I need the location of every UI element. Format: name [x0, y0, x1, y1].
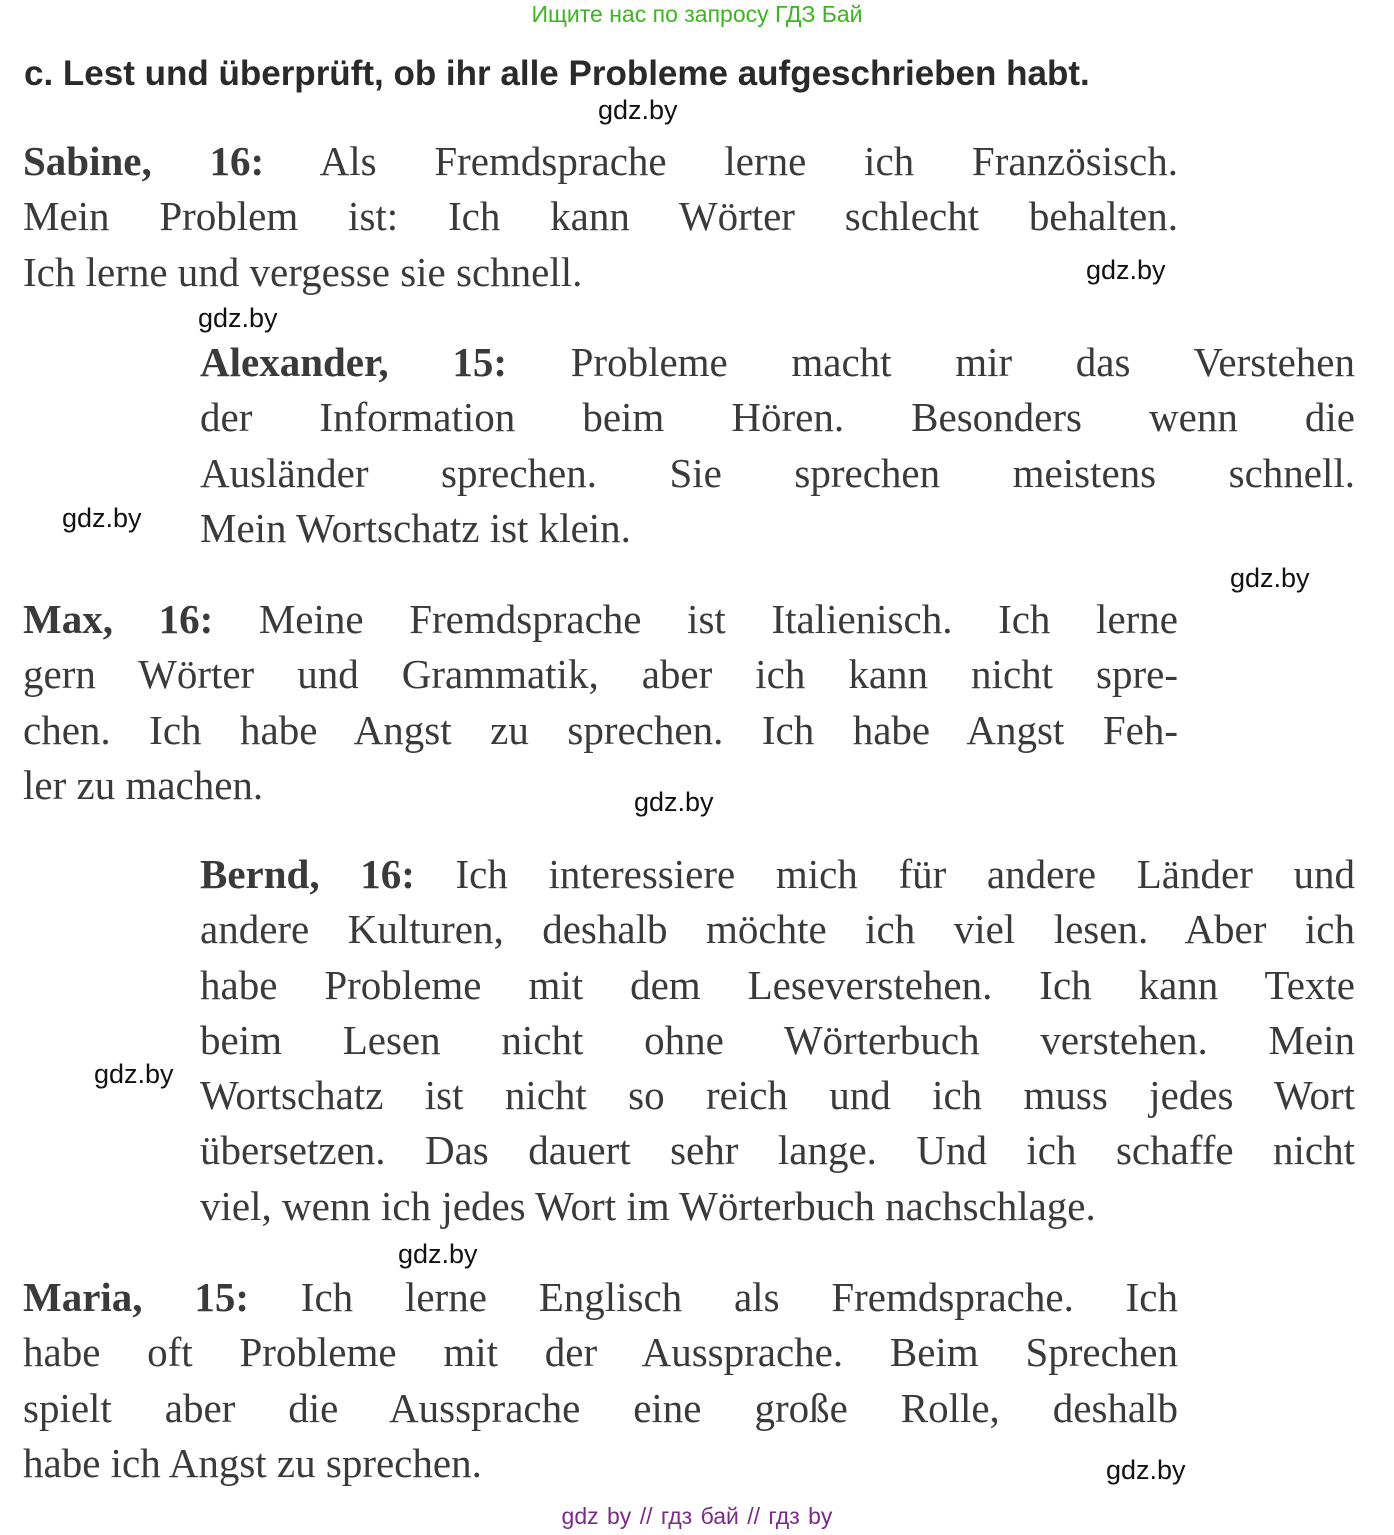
- paragraph-sabine: [23, 134, 1178, 300]
- speaker-name: Alexander, 15:: [200, 339, 507, 385]
- paragraph-line: Probleme macht mir das Verstehen: [506, 339, 1355, 385]
- paragraph-line: Ich lerne Englisch als Fremdsprache. Ich: [249, 1274, 1178, 1320]
- footer-watermark: gdz by // гдз бай // гдз by: [561, 1503, 833, 1529]
- watermark: gdz.by: [398, 1239, 478, 1269]
- paragraph-line: Wortschatz ist nicht so reich und ich muss jedes Wort: [200, 1072, 1355, 1119]
- paragraph-alexander: [200, 335, 1355, 556]
- watermark: gdz.by: [62, 503, 142, 533]
- paragraph-line: andere Kulturen, deshalb möchte ich viel lesen. Aber ich: [200, 906, 1355, 953]
- paragraph-line: Als Fremdsprache lerne ich Französisch.: [264, 138, 1178, 184]
- paragraph-bernd: [200, 847, 1355, 1234]
- watermark: gdz.by: [1086, 255, 1166, 285]
- watermark: gdz.by: [598, 95, 678, 125]
- paragraph-line: der Information beim Hören. Besonders wenn die: [200, 394, 1355, 441]
- paragraph-line: gern Wörter und Grammatik, aber ich kann nicht spre-: [23, 651, 1178, 698]
- paragraph-line: habe oft Probleme mit der Aussprache. Beim Sprechen: [23, 1329, 1178, 1376]
- paragraph-line: chen. Ich habe Angst zu sprechen. Ich habe Angst Feh-: [23, 706, 1178, 753]
- speaker-name: Sabine, 16:: [23, 138, 265, 184]
- paragraph-max: [23, 592, 1178, 813]
- watermark: gdz.by: [198, 303, 278, 333]
- paragraph-line: ler zu machen.: [23, 761, 264, 808]
- top-banner: Ищите нас по запросу ГДЗ Бай: [531, 1, 863, 27]
- paragraph-line: übersetzen. Das dauert sehr lange. Und ich schaffe nicht: [200, 1127, 1355, 1174]
- task-title: c. Lest und überprüft, ob ihr alle Probleme aufgeschrieben habt.: [24, 54, 1090, 93]
- paragraph-line: beim Lesen nicht ohne Wörterbuch verstehen. Mein: [200, 1016, 1355, 1063]
- paragraph-line: spielt aber die Aussprache eine große Rolle, deshalb: [23, 1384, 1178, 1431]
- paragraph-line: Mein Problem ist: Ich kann Wörter schlecht behalten.: [23, 193, 1178, 240]
- paragraph-line: viel, wenn ich jedes Wort im Wörterbuch nachschlage.: [200, 1182, 1096, 1229]
- speaker-name: Max, 16:: [23, 596, 214, 642]
- paragraph-line: Mein Wortschatz ist klein.: [200, 504, 631, 551]
- paragraph-line: Ausländer sprechen. Sie sprechen meistens schnell.: [200, 449, 1355, 496]
- paragraph-line: habe ich Angst zu sprechen.: [23, 1439, 482, 1486]
- paragraph-line: Ich interessiere mich für andere Länder und: [414, 851, 1355, 897]
- paragraph-line: habe Probleme mit dem Leseverstehen. Ich kann Texte: [200, 961, 1355, 1008]
- paragraph-line: Meine Fremdsprache ist Italienisch. Ich lerne: [213, 596, 1178, 642]
- paragraph-line: Ich lerne und vergesse sie schnell.: [23, 248, 583, 295]
- watermark: gdz.by: [1106, 1455, 1186, 1485]
- watermark: gdz.by: [1230, 563, 1310, 593]
- watermark: gdz.by: [94, 1059, 174, 1089]
- paragraph-maria: [23, 1270, 1178, 1491]
- speaker-name: Maria, 15:: [23, 1274, 249, 1320]
- watermark: gdz.by: [634, 787, 714, 817]
- speaker-name: Bernd, 16:: [200, 851, 415, 897]
